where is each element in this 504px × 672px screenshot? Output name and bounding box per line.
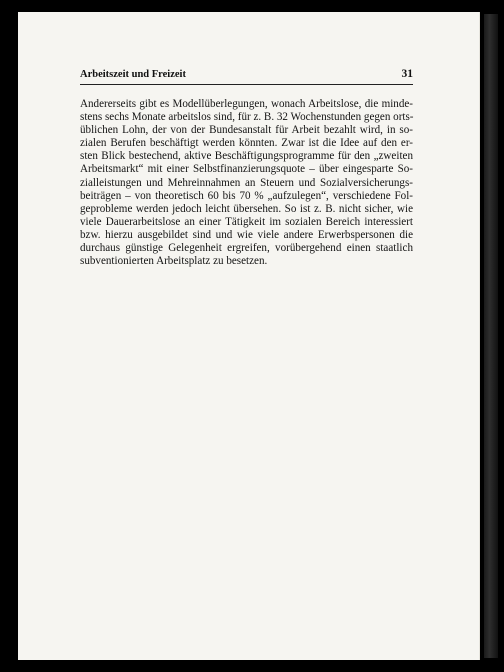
text-line: bzw. hierzu ausgebildet sind und wie viele andere Erwerbspersonen die bbox=[80, 228, 413, 241]
text-line: stens sechs Monate arbeitslos sind, für z. B. 32 Wochenstunden gegen orts- bbox=[80, 111, 414, 124]
text-line: durchaus günstige Gelegenheit ergreifen, vorübergehend einen staatlich bbox=[80, 242, 413, 255]
page-number: 31 bbox=[401, 68, 413, 80]
text-line: geprobleme werden jedoch leicht übersehen. So ist z. B. nicht sicher, wie bbox=[80, 202, 413, 215]
page-edge-shadow bbox=[484, 14, 498, 658]
running-header bbox=[80, 69, 413, 85]
text-line: sten Blick bestechend, aktive Beschäftigungsprogramme für den „zweiten bbox=[80, 150, 413, 163]
text-line: zialen Berufen beschäftigt werden könnten. Zwar ist die Idee auf den er- bbox=[80, 137, 413, 150]
book-page bbox=[18, 12, 480, 660]
text-line: Arbeitsmarkt“ mit einer Selbstfinanzierungsquote – über eingesparte So- bbox=[80, 163, 413, 176]
body-paragraph bbox=[80, 98, 413, 268]
header-rule bbox=[80, 84, 413, 85]
text-line: üblichen Lohn, der von der Bundesanstalt für Arbeit bezahlt wird, in so- bbox=[80, 124, 413, 137]
text-line: Andererseits gibt es Modellüberlegungen, wonach Arbeitslose, die minde- bbox=[80, 98, 413, 110]
text-line: beiträgen – von theoretisch 60 bis 70 % „aufzulegen“, verschiedene Fol- bbox=[80, 189, 413, 202]
text-line: zialleistungen und Mehreinnahmen an Steuern und Sozialversicherungs- bbox=[80, 176, 413, 189]
text-line: viele Dauerarbeitslose an einer Tätigkeit im sozialen Bereich interessiert bbox=[80, 215, 413, 228]
chapter-title: Arbeitszeit und Freizeit bbox=[80, 69, 186, 80]
text-line: subventionierten Arbeitsplatz zu besetzen. bbox=[80, 255, 268, 268]
